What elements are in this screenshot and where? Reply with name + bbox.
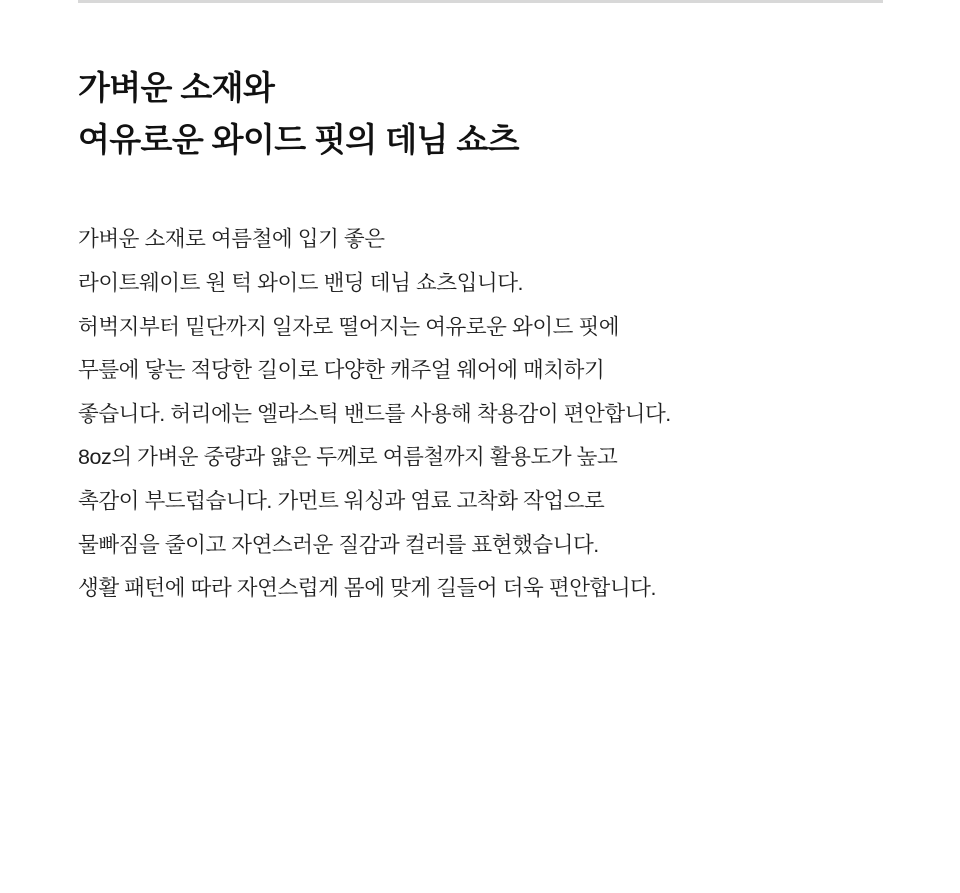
page-title-line-2: 여유로운 와이드 핏의 데님 쇼츠 xyxy=(78,121,519,159)
description-line-7: 촉감이 부드럽습니다. 가먼트 워싱과 염료 고착화 작업으로 xyxy=(78,489,605,514)
description-line-3: 허벅지부터 밑단까지 일자로 떨어지는 여유로운 와이드 핏에 xyxy=(78,314,620,339)
description-line-8: 물빠짐을 줄이고 자연스러운 질감과 컬러를 표현했습니다. xyxy=(78,532,599,557)
description-line-9: 생활 패턴에 따라 자연스럽게 몸에 맞게 길들어 더욱 편안합니다. xyxy=(78,576,657,601)
description-line-6: 8oz의 가벼운 중량과 얇은 두께로 여름철까지 활용도가 높고 xyxy=(78,445,618,470)
description-line-4: 무릎에 닿는 적당한 길이로 다양한 캐주얼 웨어에 매치하기 xyxy=(78,358,605,383)
description-line-2: 라이트웨이트 원 턱 와이드 밴딩 데님 쇼츠입니다. xyxy=(78,270,524,295)
page-title xyxy=(78,62,882,166)
page-title-line-1: 가벼운 소재와 xyxy=(78,69,275,106)
description-line-5: 좋습니다. 허리에는 엘라스틱 밴드를 사용해 착용감이 편안합니다. xyxy=(78,401,671,426)
description-line-1: 가벼운 소재로 여름철에 입기 좋은 xyxy=(78,227,385,252)
description-body xyxy=(78,166,882,611)
